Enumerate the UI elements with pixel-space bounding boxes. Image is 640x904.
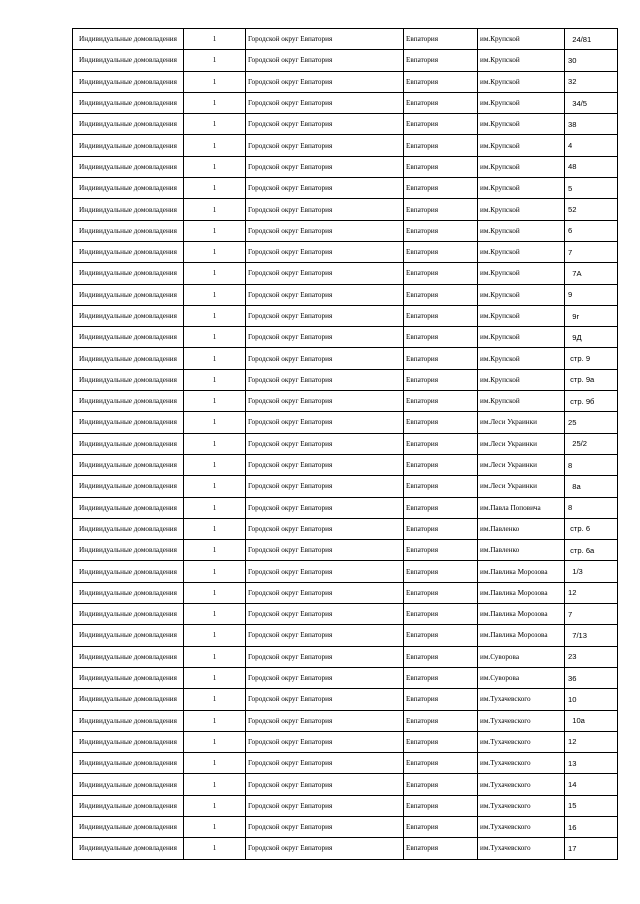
street-cell: им.Павленко (478, 540, 565, 561)
city-cell: Евпатория (404, 816, 478, 837)
table-row (73, 156, 618, 177)
count-cell: 1 (184, 795, 246, 816)
house-number-cell: 12 (565, 731, 618, 752)
street-cell: им.Крупской (478, 369, 565, 390)
district-cell: Городской округ Евпатория (246, 263, 404, 284)
street-cell: им.Павла Поповича (478, 497, 565, 518)
dwelling-type-cell: Индивидуальные домовладения (73, 327, 184, 348)
house-number-cell: 48 (565, 156, 618, 177)
city-cell: Евпатория (404, 497, 478, 518)
city-cell: Евпатория (404, 795, 478, 816)
house-number-cell: 34/5 (565, 92, 618, 113)
street-cell: им.Леси Украинки (478, 412, 565, 433)
count-cell: 1 (184, 582, 246, 603)
street-cell: им.Леси Украинки (478, 476, 565, 497)
count-cell: 1 (184, 753, 246, 774)
table-row (73, 561, 618, 582)
city-cell: Евпатория (404, 327, 478, 348)
city-cell: Евпатория (404, 220, 478, 241)
table-row (73, 646, 618, 667)
house-number-cell: 23 (565, 646, 618, 667)
street-cell: им.Крупской (478, 220, 565, 241)
count-cell: 1 (184, 454, 246, 475)
district-cell: Городской округ Евпатория (246, 178, 404, 199)
house-number-cell: стр. 9б (565, 391, 618, 412)
table-row (73, 50, 618, 71)
house-number-cell: 8 (565, 497, 618, 518)
count-cell: 1 (184, 667, 246, 688)
district-cell: Городской округ Евпатория (246, 838, 404, 859)
house-number-cell: 38 (565, 114, 618, 135)
table-row (73, 476, 618, 497)
dwelling-type-cell: Индивидуальные домовладения (73, 667, 184, 688)
address-table (72, 28, 618, 860)
city-cell: Евпатория (404, 582, 478, 603)
table-row (73, 327, 618, 348)
city-cell: Евпатория (404, 731, 478, 752)
dwelling-type-cell: Индивидуальные домовладения (73, 753, 184, 774)
dwelling-type-cell: Индивидуальные домовладения (73, 689, 184, 710)
count-cell: 1 (184, 135, 246, 156)
street-cell: им.Крупской (478, 391, 565, 412)
dwelling-type-cell: Индивидуальные домовладения (73, 220, 184, 241)
table-row (73, 731, 618, 752)
street-cell: им.Тухачевского (478, 710, 565, 731)
district-cell: Городской округ Евпатория (246, 731, 404, 752)
count-cell: 1 (184, 305, 246, 326)
table-row (73, 369, 618, 390)
count-cell: 1 (184, 348, 246, 369)
district-cell: Городской округ Евпатория (246, 327, 404, 348)
city-cell: Евпатория (404, 369, 478, 390)
district-cell: Городской округ Евпатория (246, 199, 404, 220)
district-cell: Городской округ Евпатория (246, 454, 404, 475)
city-cell: Евпатория (404, 625, 478, 646)
house-number-cell: 7 (565, 241, 618, 262)
city-cell: Евпатория (404, 391, 478, 412)
district-cell: Городской округ Евпатория (246, 816, 404, 837)
street-cell: им.Тухачевского (478, 774, 565, 795)
street-cell: им.Павлика Морозова (478, 582, 565, 603)
house-number-cell: 13 (565, 753, 618, 774)
house-number-cell: 1/3 (565, 561, 618, 582)
city-cell: Евпатория (404, 178, 478, 199)
street-cell: им.Павлика Морозова (478, 625, 565, 646)
district-cell: Городской округ Евпатория (246, 476, 404, 497)
city-cell: Евпатория (404, 305, 478, 326)
dwelling-type-cell: Индивидуальные домовладения (73, 241, 184, 262)
street-cell: им.Крупской (478, 305, 565, 326)
district-cell: Городской округ Евпатория (246, 135, 404, 156)
count-cell: 1 (184, 391, 246, 412)
house-number-cell: 16 (565, 816, 618, 837)
count-cell: 1 (184, 710, 246, 731)
table-row (73, 220, 618, 241)
city-cell: Евпатория (404, 156, 478, 177)
district-cell: Городской округ Евпатория (246, 540, 404, 561)
count-cell: 1 (184, 497, 246, 518)
table-row (73, 348, 618, 369)
dwelling-type-cell: Индивидуальные домовладения (73, 838, 184, 859)
dwelling-type-cell: Индивидуальные домовладения (73, 518, 184, 539)
city-cell: Евпатория (404, 561, 478, 582)
count-cell: 1 (184, 731, 246, 752)
table-row (73, 689, 618, 710)
dwelling-type-cell: Индивидуальные домовладения (73, 731, 184, 752)
city-cell: Евпатория (404, 689, 478, 710)
count-cell: 1 (184, 241, 246, 262)
table-body (73, 29, 618, 860)
district-cell: Городской округ Евпатория (246, 604, 404, 625)
dwelling-type-cell: Индивидуальные домовладения (73, 625, 184, 646)
house-number-cell: 7 (565, 604, 618, 625)
street-cell: им.Крупской (478, 199, 565, 220)
street-cell: им.Крупской (478, 156, 565, 177)
district-cell: Городской округ Евпатория (246, 348, 404, 369)
city-cell: Евпатория (404, 454, 478, 475)
street-cell: им.Тухачевского (478, 795, 565, 816)
city-cell: Евпатория (404, 50, 478, 71)
house-number-cell: 9г (565, 305, 618, 326)
house-number-cell: 8а (565, 476, 618, 497)
count-cell: 1 (184, 178, 246, 199)
count-cell: 1 (184, 518, 246, 539)
table-row (73, 29, 618, 50)
city-cell: Евпатория (404, 433, 478, 454)
table-row (73, 497, 618, 518)
dwelling-type-cell: Индивидуальные домовладения (73, 391, 184, 412)
city-cell: Евпатория (404, 604, 478, 625)
dwelling-type-cell: Индивидуальные домовладения (73, 263, 184, 284)
house-number-cell: 52 (565, 199, 618, 220)
table-row (73, 753, 618, 774)
dwelling-type-cell: Индивидуальные домовладения (73, 114, 184, 135)
count-cell: 1 (184, 284, 246, 305)
house-number-cell: 25/2 (565, 433, 618, 454)
city-cell: Евпатория (404, 135, 478, 156)
street-cell: им.Крупской (478, 327, 565, 348)
street-cell: им.Тухачевского (478, 838, 565, 859)
city-cell: Евпатория (404, 774, 478, 795)
count-cell: 1 (184, 327, 246, 348)
count-cell: 1 (184, 220, 246, 241)
city-cell: Евпатория (404, 263, 478, 284)
district-cell: Городской округ Евпатория (246, 497, 404, 518)
table-row (73, 667, 618, 688)
district-cell: Городской округ Евпатория (246, 241, 404, 262)
street-cell: им.Крупской (478, 50, 565, 71)
count-cell: 1 (184, 92, 246, 113)
house-number-cell: 12 (565, 582, 618, 603)
district-cell: Городской округ Евпатория (246, 774, 404, 795)
street-cell: им.Леси Украинки (478, 454, 565, 475)
count-cell: 1 (184, 263, 246, 284)
district-cell: Городской округ Евпатория (246, 305, 404, 326)
dwelling-type-cell: Индивидуальные домовладения (73, 305, 184, 326)
district-cell: Городской округ Евпатория (246, 753, 404, 774)
district-cell: Городской округ Евпатория (246, 667, 404, 688)
city-cell: Евпатория (404, 241, 478, 262)
street-cell: им.Крупской (478, 284, 565, 305)
dwelling-type-cell: Индивидуальные домовладения (73, 348, 184, 369)
city-cell: Евпатория (404, 92, 478, 113)
count-cell: 1 (184, 774, 246, 795)
district-cell: Городской округ Евпатория (246, 92, 404, 113)
district-cell: Городской округ Евпатория (246, 561, 404, 582)
dwelling-type-cell: Индивидуальные домовладения (73, 135, 184, 156)
count-cell: 1 (184, 29, 246, 50)
table-row (73, 540, 618, 561)
street-cell: им.Леси Украинки (478, 433, 565, 454)
district-cell: Городской округ Евпатория (246, 433, 404, 454)
dwelling-type-cell: Индивидуальные домовладения (73, 369, 184, 390)
dwelling-type-cell: Индивидуальные домовладения (73, 710, 184, 731)
count-cell: 1 (184, 50, 246, 71)
dwelling-type-cell: Индивидуальные домовладения (73, 71, 184, 92)
district-cell: Городской округ Евпатория (246, 369, 404, 390)
table-row (73, 241, 618, 262)
street-cell: им.Крупской (478, 135, 565, 156)
district-cell: Городской округ Евпатория (246, 795, 404, 816)
house-number-cell: 6 (565, 220, 618, 241)
house-number-cell: 32 (565, 71, 618, 92)
house-number-cell: 15 (565, 795, 618, 816)
street-cell: им.Тухачевского (478, 816, 565, 837)
table-row (73, 433, 618, 454)
district-cell: Городской округ Евпатория (246, 114, 404, 135)
street-cell: им.Павленко (478, 518, 565, 539)
dwelling-type-cell: Индивидуальные домовладения (73, 199, 184, 220)
district-cell: Городской округ Евпатория (246, 284, 404, 305)
table-row (73, 71, 618, 92)
street-cell: им.Крупской (478, 71, 565, 92)
count-cell: 1 (184, 71, 246, 92)
count-cell: 1 (184, 476, 246, 497)
street-cell: им.Тухачевского (478, 689, 565, 710)
district-cell: Городской округ Евпатория (246, 625, 404, 646)
city-cell: Евпатория (404, 114, 478, 135)
dwelling-type-cell: Индивидуальные домовладения (73, 774, 184, 795)
street-cell: им.Крупской (478, 114, 565, 135)
house-number-cell: 10а (565, 710, 618, 731)
street-cell: им.Крупской (478, 178, 565, 199)
count-cell: 1 (184, 604, 246, 625)
district-cell: Городской округ Евпатория (246, 50, 404, 71)
district-cell: Городской округ Евпатория (246, 29, 404, 50)
city-cell: Евпатория (404, 540, 478, 561)
street-cell: им.Крупской (478, 241, 565, 262)
table-row (73, 582, 618, 603)
house-number-cell: 17 (565, 838, 618, 859)
count-cell: 1 (184, 838, 246, 859)
district-cell: Городской округ Евпатория (246, 156, 404, 177)
house-number-cell: 8 (565, 454, 618, 475)
house-number-cell: 30 (565, 50, 618, 71)
count-cell: 1 (184, 540, 246, 561)
dwelling-type-cell: Индивидуальные домовладения (73, 646, 184, 667)
table-row (73, 263, 618, 284)
city-cell: Евпатория (404, 71, 478, 92)
table-row (73, 412, 618, 433)
city-cell: Евпатория (404, 412, 478, 433)
dwelling-type-cell: Индивидуальные домовладения (73, 582, 184, 603)
city-cell: Евпатория (404, 29, 478, 50)
house-number-cell: 14 (565, 774, 618, 795)
table-row (73, 135, 618, 156)
table-row (73, 114, 618, 135)
district-cell: Городской округ Евпатория (246, 412, 404, 433)
table-row (73, 710, 618, 731)
dwelling-type-cell: Индивидуальные домовладения (73, 412, 184, 433)
house-number-cell: стр. 9 (565, 348, 618, 369)
city-cell: Евпатория (404, 476, 478, 497)
house-number-cell: 4 (565, 135, 618, 156)
table-row (73, 199, 618, 220)
house-number-cell: 36 (565, 667, 618, 688)
count-cell: 1 (184, 816, 246, 837)
street-cell: им.Суворова (478, 667, 565, 688)
count-cell: 1 (184, 369, 246, 390)
dwelling-type-cell: Индивидуальные домовладения (73, 795, 184, 816)
table-row (73, 284, 618, 305)
table-row (73, 305, 618, 326)
house-number-cell: 7/13 (565, 625, 618, 646)
house-number-cell: 9 (565, 284, 618, 305)
street-cell: им.Крупской (478, 92, 565, 113)
street-cell: им.Крупской (478, 29, 565, 50)
count-cell: 1 (184, 412, 246, 433)
table-row (73, 774, 618, 795)
city-cell: Евпатория (404, 838, 478, 859)
street-cell: им.Павлика Морозова (478, 604, 565, 625)
count-cell: 1 (184, 689, 246, 710)
street-cell: им.Крупской (478, 348, 565, 369)
table-row (73, 391, 618, 412)
house-number-cell: 25 (565, 412, 618, 433)
count-cell: 1 (184, 646, 246, 667)
dwelling-type-cell: Индивидуальные домовладения (73, 433, 184, 454)
table-row (73, 92, 618, 113)
count-cell: 1 (184, 199, 246, 220)
city-cell: Евпатория (404, 284, 478, 305)
count-cell: 1 (184, 156, 246, 177)
dwelling-type-cell: Индивидуальные домовладения (73, 454, 184, 475)
table-row (73, 838, 618, 859)
house-number-cell: 9Д (565, 327, 618, 348)
count-cell: 1 (184, 625, 246, 646)
dwelling-type-cell: Индивидуальные домовладения (73, 476, 184, 497)
table-row (73, 178, 618, 199)
table-row (73, 625, 618, 646)
district-cell: Городской округ Евпатория (246, 582, 404, 603)
house-number-cell: стр. 6а (565, 540, 618, 561)
city-cell: Евпатория (404, 348, 478, 369)
street-cell: им.Тухачевского (478, 731, 565, 752)
city-cell: Евпатория (404, 753, 478, 774)
house-number-cell: 24/81 (565, 29, 618, 50)
table-row (73, 816, 618, 837)
district-cell: Городской округ Евпатория (246, 710, 404, 731)
dwelling-type-cell: Индивидуальные домовладения (73, 540, 184, 561)
dwelling-type-cell: Индивидуальные домовладения (73, 156, 184, 177)
dwelling-type-cell: Индивидуальные домовладения (73, 29, 184, 50)
count-cell: 1 (184, 433, 246, 454)
table-row (73, 518, 618, 539)
street-cell: им.Павлика Морозова (478, 561, 565, 582)
city-cell: Евпатория (404, 710, 478, 731)
city-cell: Евпатория (404, 199, 478, 220)
house-number-cell: стр. 6 (565, 518, 618, 539)
street-cell: им.Суворова (478, 646, 565, 667)
street-cell: им.Крупской (478, 263, 565, 284)
count-cell: 1 (184, 561, 246, 582)
district-cell: Городской округ Евпатория (246, 646, 404, 667)
city-cell: Евпатория (404, 667, 478, 688)
table-row (73, 454, 618, 475)
district-cell: Городской округ Евпатория (246, 220, 404, 241)
district-cell: Городской округ Евпатория (246, 518, 404, 539)
dwelling-type-cell: Индивидуальные домовладения (73, 604, 184, 625)
dwelling-type-cell: Индивидуальные домовладения (73, 561, 184, 582)
district-cell: Городской округ Евпатория (246, 71, 404, 92)
dwelling-type-cell: Индивидуальные домовладения (73, 178, 184, 199)
district-cell: Городской округ Евпатория (246, 689, 404, 710)
dwelling-type-cell: Индивидуальные домовладения (73, 92, 184, 113)
house-number-cell: 5 (565, 178, 618, 199)
district-cell: Городской округ Евпатория (246, 391, 404, 412)
house-number-cell: 10 (565, 689, 618, 710)
count-cell: 1 (184, 114, 246, 135)
table-row (73, 795, 618, 816)
city-cell: Евпатория (404, 518, 478, 539)
house-number-cell: 7А (565, 263, 618, 284)
table-row (73, 604, 618, 625)
dwelling-type-cell: Индивидуальные домовладения (73, 284, 184, 305)
city-cell: Евпатория (404, 646, 478, 667)
street-cell: им.Тухачевского (478, 753, 565, 774)
house-number-cell: стр. 9а (565, 369, 618, 390)
dwelling-type-cell: Индивидуальные домовладения (73, 50, 184, 71)
dwelling-type-cell: Индивидуальные домовладения (73, 816, 184, 837)
dwelling-type-cell: Индивидуальные домовладения (73, 497, 184, 518)
